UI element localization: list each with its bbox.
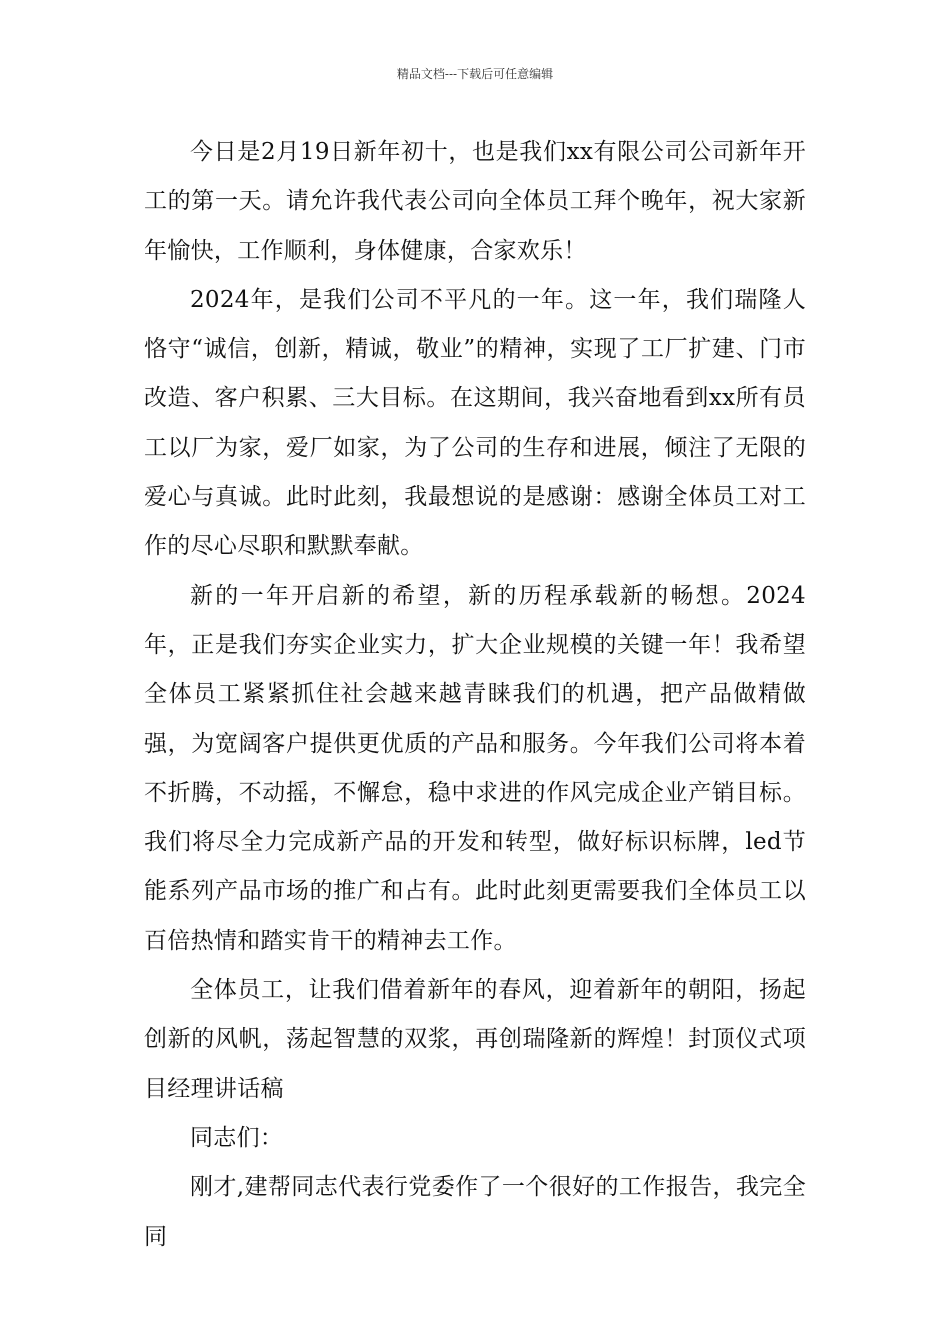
page-header: 精品文档---下载后可任意编辑 — [396, 67, 554, 81]
paragraph-outlook: 新的一年开启新的希望，新的历程承载新的畅想。2024年，正是我们夯实企业实力，扩大企业规模的关键一年！我希望全体员工紧紧抓住社会越来越青睐我们的机遇，把产品做精做强，为宽阔客户提供更优质的产品和服务。今年我们公司将本着不折腾，不动摇，不懈怠，稳中求进的作风完成企业产销目标。我们将尽全力完成新产品的开发和转型，做好标识标牌，led节能系列产品市场的推广和占有。此时此刻更需要我们全体员工以百倍热情和踏实肯干的精神去工作。 — [144, 582, 806, 954]
document-body — [144, 128, 806, 1262]
paragraph-review: 2024年，是我们公司不平凡的一年。这一年，我们瑞隆人恪守“诚信，创新，精诚，敬业”的精神，实现了工厂扩建、门市改造、客户积累、三大目标。在这期间，我兴奋地看到xx所有员工以厂为家，爱厂如家，为了公司的生存和进展，倾注了无限的爱心与真诚。此时此刻，我最想说的是感谢：感谢全体员工对工作的尽心尽职和默默奉献。 — [144, 286, 806, 560]
paragraph-speech-start: 刚才,建帮同志代表行党委作了一个很好的工作报告，我完全同 — [144, 1174, 806, 1250]
paragraph-opening: 今日是2月19日新年初十，也是我们xx有限公司公司新年开工的第一天。请允许我代表公司向全体员工拜个晚年，祝大家新年愉快，工作顺利，身体健康，合家欢乐！ — [144, 139, 806, 264]
paragraph-closing: 全体员工，让我们借着新年的春风，迎着新年的朝阳，扬起创新的风帆，荡起智慧的双浆，再创瑞隆新的辉煌！封顶仪式项目经理讲话稿 — [144, 977, 806, 1102]
paragraph-salutation: 同志们： — [190, 1124, 284, 1151]
